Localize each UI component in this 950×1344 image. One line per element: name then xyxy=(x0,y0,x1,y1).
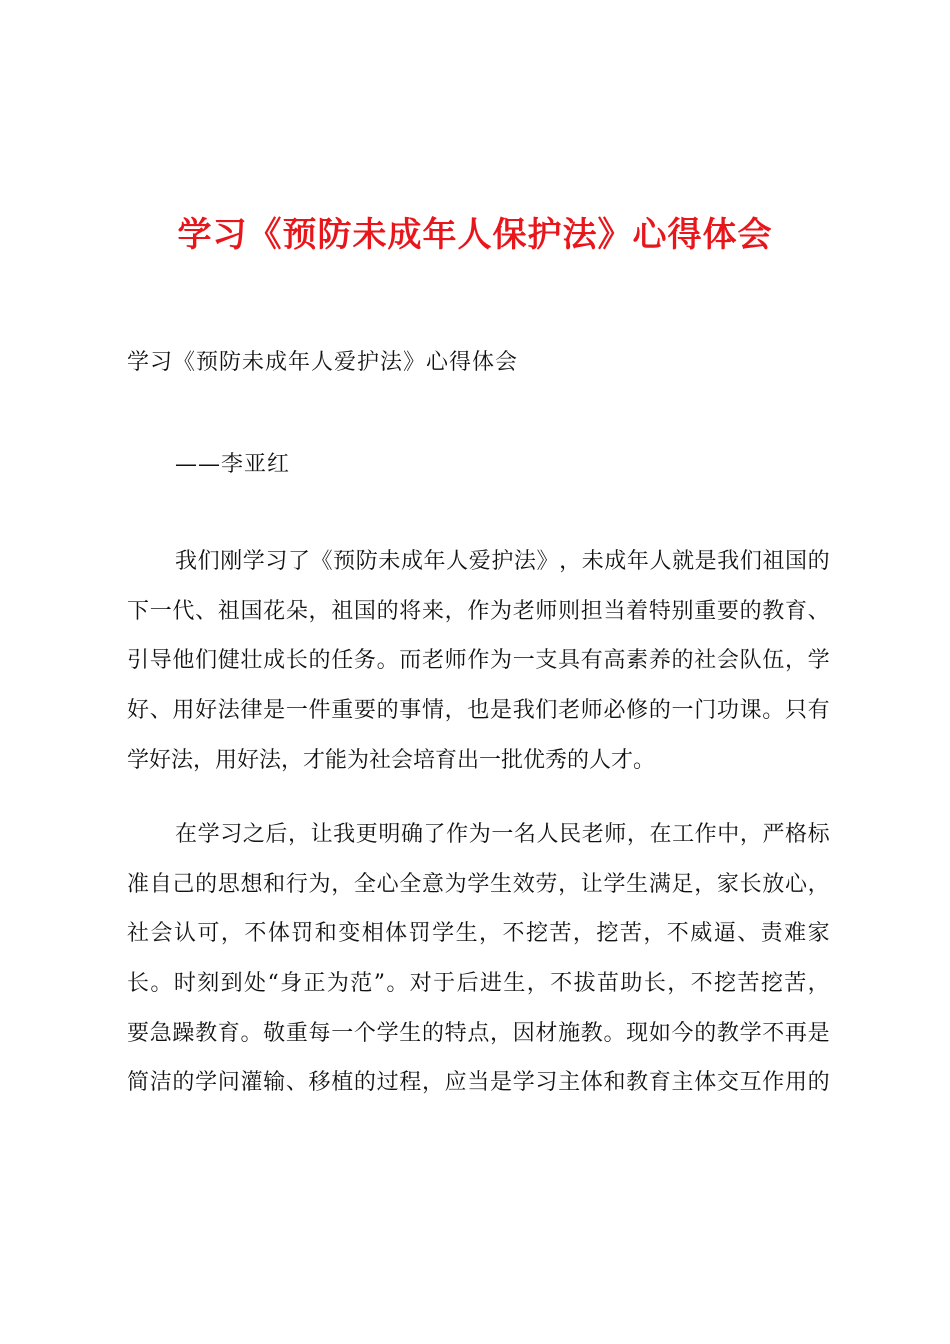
document-author: ——李亚红 xyxy=(175,452,291,477)
paragraph-1 xyxy=(127,537,830,785)
paragraph-line: 学好法，用好法，才能为社会培育出一批优秀的人才。 xyxy=(127,747,656,773)
document-subtitle: 学习《预防未成年人爱护法》心得体会 xyxy=(127,350,519,375)
document-title: 学习《预防未成年人保护法》心得体会 xyxy=(177,215,773,255)
paragraph-2 xyxy=(127,810,830,1108)
paragraph-line: 准 自 己 的 思 想 和 行 为 ， 全 心 全 意 为 学 生 效 劳 ， 让 学 生 满 足 ， 家 长 放 心 ， xyxy=(127,871,830,897)
paragraph-line: 我 们 刚 学 习 了 《 预 防 未 成 年 人 爱 护 法 》 ， 未 成 年 人 就 是 我 们 祖 国 的 xyxy=(175,549,830,574)
paragraph-line: 好 、 用 好 法 律 是 一 件 重 要 的 事 情 ， 也 是 我 们 老 师 必 修 的 一 门 功 课 。 只 有 xyxy=(127,698,830,724)
paragraph-line: 引 导 他 们 健 壮 成 长 的 任 务 。 而 老 师 作 为 一 支 具 有 高 素 养 的 社 会 队 伍 ， 学 xyxy=(127,648,830,674)
paragraph-line: 简 洁 的 学 问 灌 输 、 移 植 的 过 程 ， 应 当 是 学 习 主 体 和 教 育 主 体 交 互 作 用 的 xyxy=(127,1070,830,1096)
paragraph-line: 社 会 认 可 ， 不 体 罚 和 变 相 体 罚 学 生 ， 不 挖 苦 ， 挖 苦 ， 不 威 逼 、 责 难 家 xyxy=(127,921,830,947)
paragraph-line: 长 。 时 刻 到 处 “ 身 正 为 范 ” 。 对 于 后 进 生 ， 不 拔 苗 助 长 ， 不 挖 苦 挖 苦 ， xyxy=(127,971,830,997)
paragraph-line: 在 学 习 之 后 ， 让 我 更 明 确 了 作 为 一 名 人 民 老 师 ， 在 工 作 中 ， 严 格 标 xyxy=(175,822,830,847)
paragraph-line: 要 急 躁 教 育 。 敬 重 每 一 个 学 生 的 特 点 ， 因 材 施 教 。 现 如 今 的 教 学 不 再 是 xyxy=(127,1020,830,1046)
paragraph-line: 下 一 代 、 祖 国 花 朵 ， 祖 国 的 将 来 ， 作 为 老 师 则 担 当 着 特 别 重 要 的 教 育 、 xyxy=(127,598,830,624)
